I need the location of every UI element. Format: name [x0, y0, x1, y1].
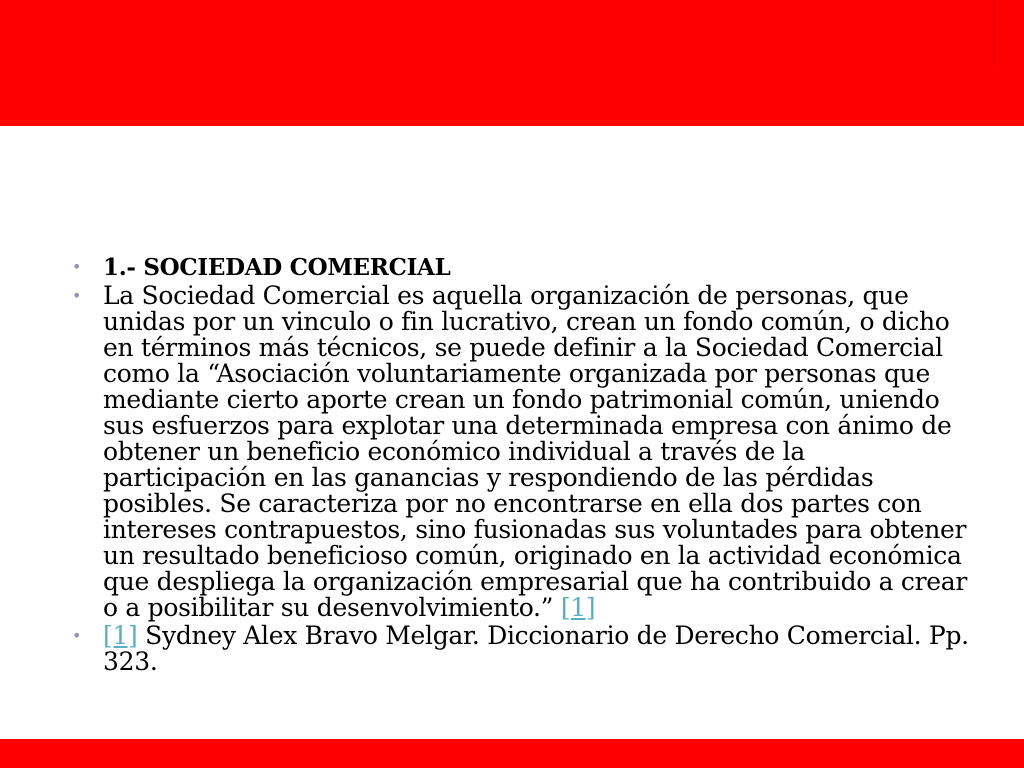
bullet-icon: •: [72, 257, 82, 276]
bullet-list: [72, 254, 972, 675]
footnote-ref-link[interactable]: [1]: [560, 593, 596, 622]
footnote-text: Sydney Alex Bravo Melgar. Diccionario de Derecho Comercial. Pp. 323.: [103, 621, 969, 676]
slide-content: [72, 254, 972, 677]
bullet-item-definition: [72, 283, 972, 621]
definition-text: La Sociedad Comercial es aquella organización de personas, que unidas por un vinculo o fin lucrativo, crean un fondo común, o dicho en términos más técnicos, se puede definir a la Sociedad Comercial como la “Asociación voluntariamente organizada por personas que mediante cierto aporte crean un fondo patrimonial común, uniendo sus esfuerzos para explotar una determinada empresa con ánimo de obtener un beneficio económico individual a través de la participación en las ganancias y respondiendo de las pérdidas posibles. Se caracteriza por no encontrarse en ella dos partes con intereses contrapuestos, sino fusionadas sus voluntades para obtener un resultado beneficioso común, originado en la actividad económica que despliega la organización empresarial que ha contribuido a crear o a posibilitar su desenvolvimiento.”: [103, 281, 968, 622]
top-red-band: [0, 0, 1024, 126]
top-band-divider: [994, 0, 995, 66]
section-heading: 1.- SOCIEDAD COMERCIAL: [103, 254, 451, 281]
footnote-backlink[interactable]: [1]: [103, 621, 138, 650]
bottom-red-band: [0, 739, 1024, 768]
footnote: [103, 623, 972, 675]
bullet-item-heading: [72, 254, 972, 281]
bullet-icon: •: [72, 626, 82, 645]
bullet-item-footnote: [72, 623, 972, 675]
bullet-icon: •: [72, 286, 82, 305]
